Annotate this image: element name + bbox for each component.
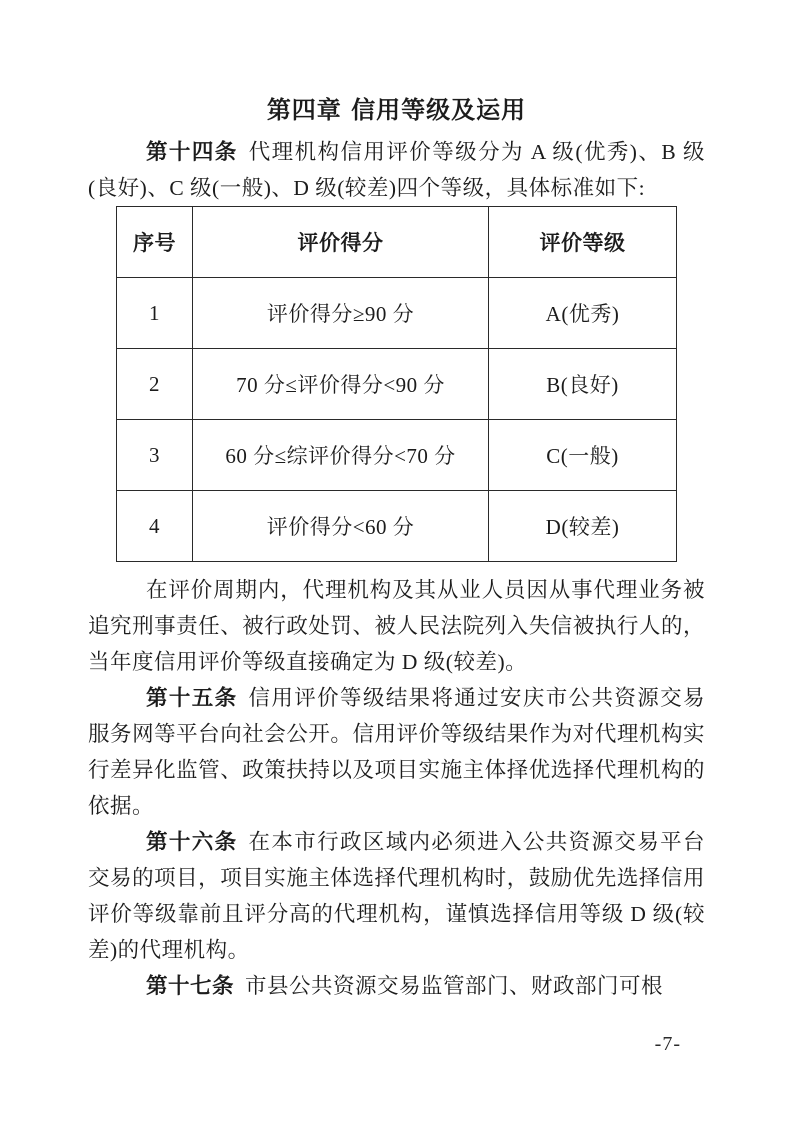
table-cell-number: 1 — [117, 278, 193, 349]
chapter-title: 第四章 信用等级及运用 — [266, 96, 527, 124]
table-header-score: 评价得分 — [193, 207, 489, 278]
table-cell-score: 60 分≤综评价得分<70 分 — [193, 420, 489, 491]
table-header-grade: 评价等级 — [489, 207, 677, 278]
article-17-paragraph — [88, 968, 705, 1004]
article-16-label: 第十六条 — [146, 830, 238, 854]
article-15-text: 信用评价等级结果将通过安庆市公共资源交易服务网等平台向社会公开。信用评价等级结果作为对代理机构实行差异化监管、政策扶持以及项目实施主体择优选择代理机构的依据。 — [88, 686, 705, 818]
table-cell-score: 70 分≤评价得分<90 分 — [193, 349, 489, 420]
table-cell-grade: C(一般) — [489, 420, 677, 491]
article-14-paragraph — [88, 134, 705, 206]
table-row — [117, 420, 677, 491]
article-14-text: 代理机构信用评价等级分为 A 级(优秀)、B 级(良好)、C 级(一般)、D 级(较差)四个等级，具体标准如下: — [88, 140, 705, 200]
table-header-row — [117, 207, 677, 278]
table-row — [117, 491, 677, 562]
article-15-paragraph — [88, 680, 705, 824]
table-cell-score: 评价得分≥90 分 — [193, 278, 489, 349]
table-cell-grade: A(优秀) — [489, 278, 677, 349]
table-cell-number: 3 — [117, 420, 193, 491]
article-14-label: 第十四条 — [146, 140, 238, 164]
table-cell-grade: B(良好) — [489, 349, 677, 420]
article-16-text: 在本市行政区域内必须进入公共资源交易平台交易的项目，项目实施主体选择代理机构时，鼓励优先选择信用评价等级靠前且评分高的代理机构，谨慎选择信用等级 D 级(较差)的代理机构。 — [88, 830, 705, 962]
table-cell-grade: D(较差) — [489, 491, 677, 562]
table-cell-number: 2 — [117, 349, 193, 420]
table-row — [117, 278, 677, 349]
table-row — [117, 349, 677, 420]
post-table-paragraph: 在评价周期内，代理机构及其从业人员因从事代理业务被追究刑事责任、被行政处罚、被人民法院列入失信被执行人的，当年度信用评价等级直接确定为 D 级(较差)。 — [88, 578, 705, 674]
article-16-paragraph — [88, 824, 705, 968]
table-cell-score: 评价得分<60 分 — [193, 491, 489, 562]
rating-table — [116, 206, 677, 562]
article-15-label: 第十五条 — [146, 686, 238, 710]
table-header-number: 序号 — [117, 207, 193, 278]
page-number: -7- — [654, 1033, 681, 1055]
article-17-text: 市县公共资源交易监管部门、财政部门可根 — [245, 974, 664, 998]
article-17-label: 第十七条 — [146, 974, 235, 998]
table-cell-number: 4 — [117, 491, 193, 562]
